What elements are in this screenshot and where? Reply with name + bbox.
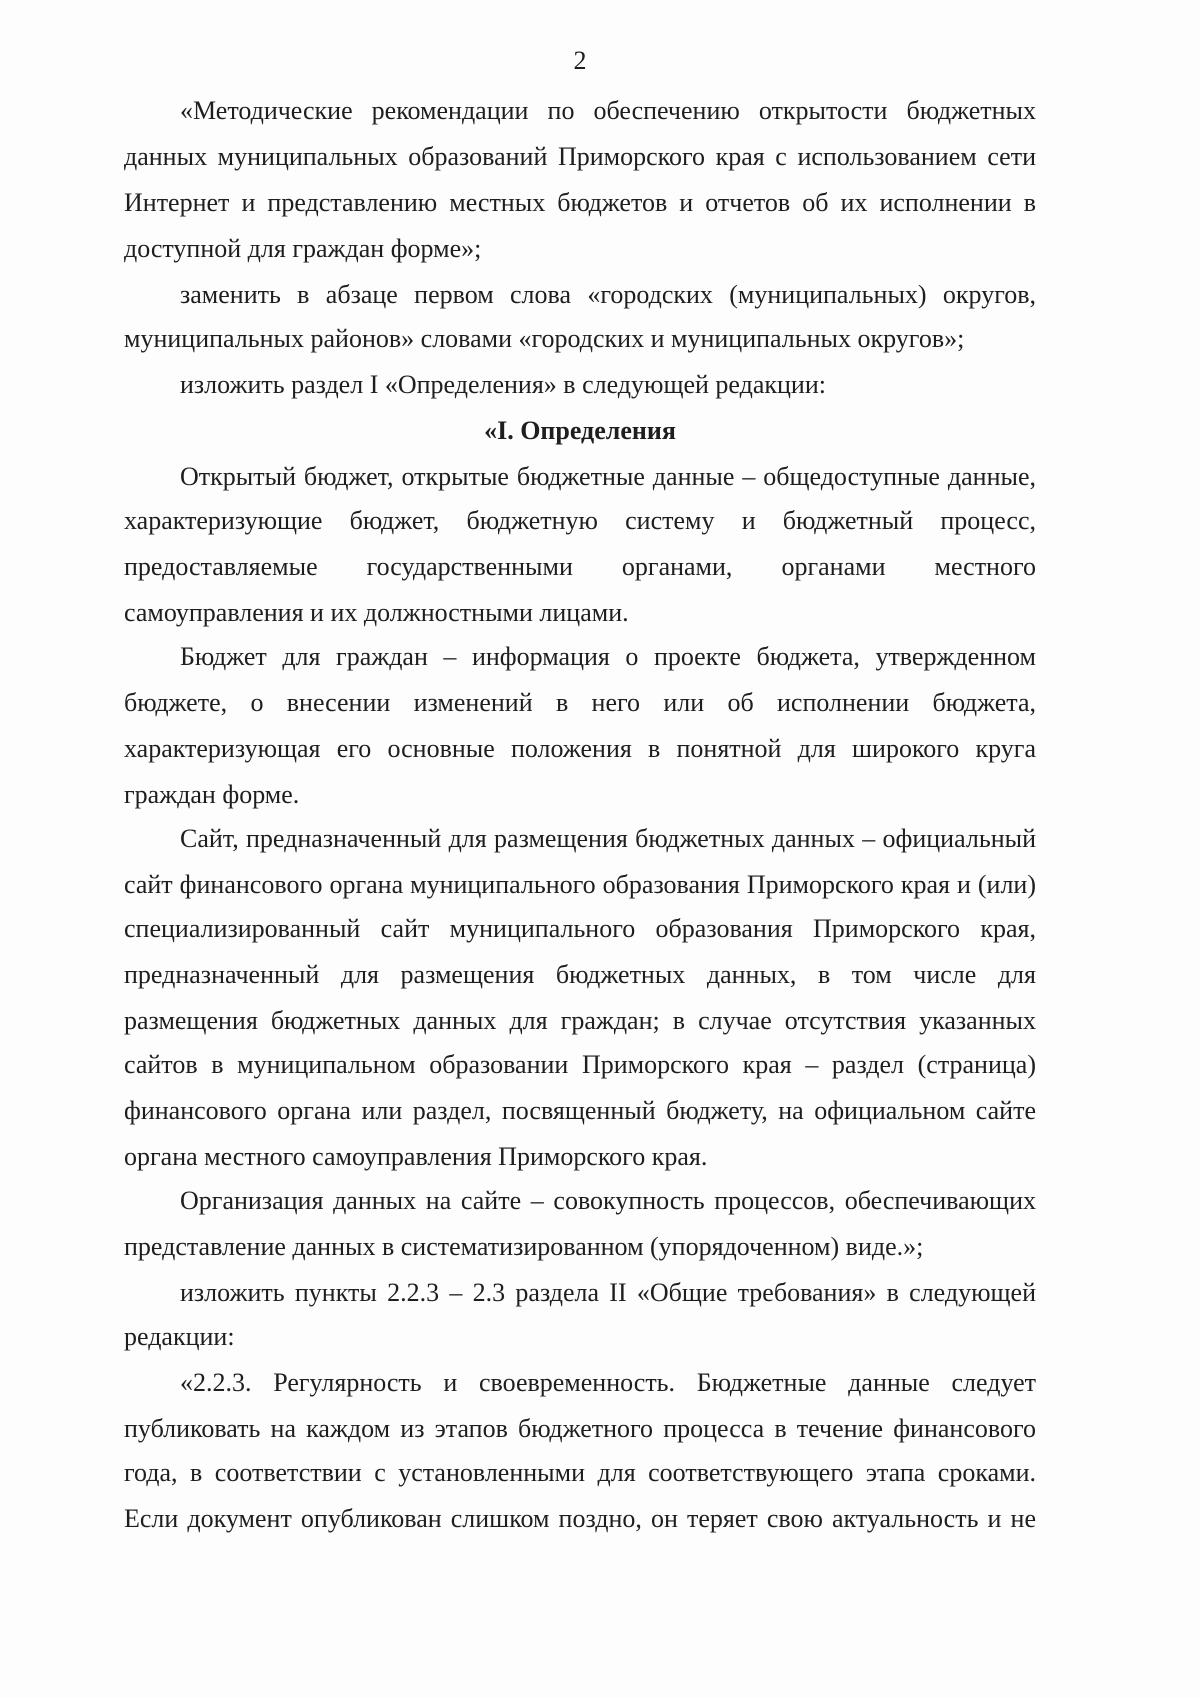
- text-line: предназначенный для размещения бюджетных данных, в том числе для: [124, 960, 1036, 989]
- text-line: бюджете, о внесении изменений в него или об исполнении бюджета,: [124, 688, 1036, 717]
- text-line: изложить раздел I «Определения» в следующей редакции:: [180, 370, 826, 399]
- text-line: самоуправления и их должностными лицами.: [124, 598, 629, 627]
- text-line: предоставляемые государственными органами, органами местного: [124, 552, 1036, 581]
- text-line: представление данных в систематизированном (упорядоченном) виде.»;: [124, 1232, 924, 1261]
- text-line: публиковать на каждом из этапов бюджетного процесса в течение финансового: [124, 1414, 1036, 1443]
- text-line: сайт финансового органа муниципального образования Приморского края и (или): [124, 870, 1036, 899]
- text-line: заменить в абзаце первом слова «городских (муниципальных) округов,: [180, 280, 1036, 309]
- text-line: доступной для граждан форме»;: [124, 234, 482, 263]
- text-line: Открытый бюджет, открытые бюджетные данные – общедоступные данные,: [180, 462, 1036, 491]
- text-line: данных муниципальных образований Приморского края с использованием сети: [124, 142, 1036, 171]
- text-line: Бюджет для граждан – информация о проекте бюджета, утвержденном: [180, 642, 1036, 671]
- text-line: граждан форме.: [124, 780, 300, 809]
- text-line: специализированный сайт муниципального образования Приморского края,: [124, 914, 1036, 943]
- text-line: редакции:: [124, 1322, 235, 1351]
- text-line: характеризующие бюджет, бюджетную систему и бюджетный процесс,: [124, 506, 1036, 535]
- text-line: Сайт, предназначенный для размещения бюджетных данных – официальный: [180, 824, 1036, 853]
- text-line: «2.2.3. Регулярность и своевременность. Бюджетные данные следует: [180, 1368, 1036, 1397]
- text-line: муниципальных районов» словами «городских и муниципальных округов»;: [124, 324, 965, 353]
- page-number: 2: [573, 46, 587, 75]
- text-line: Организация данных на сайте – совокупность процессов, обеспечивающих: [180, 1186, 1036, 1215]
- text-line: Если документ опубликован слишком поздно, он теряет свою актуальность и не: [124, 1504, 1036, 1533]
- section-heading: «I. Определения: [484, 416, 676, 445]
- text-line: «Методические рекомендации по обеспечению открытости бюджетных: [180, 96, 1036, 125]
- text-line: сайтов в муниципальном образовании Приморского края – раздел (страница): [124, 1050, 1036, 1079]
- text-line: Интернет и представлению местных бюджетов и отчетов об их исполнении в: [124, 188, 1036, 217]
- text-line: изложить пункты 2.2.3 – 2.3 раздела II «Общие требования» в следующей: [180, 1278, 1036, 1307]
- text-line: финансового органа или раздел, посвященный бюджету, на официальном сайте: [124, 1096, 1036, 1125]
- text-line: характеризующая его основные положения в понятной для широкого круга: [124, 734, 1036, 763]
- text-line: размещения бюджетных данных для граждан; в случае отсутствия указанных: [124, 1006, 1036, 1035]
- text-line: органа местного самоуправления Приморского края.: [124, 1142, 708, 1171]
- text-line: года, в соответствии с установленными для соответствующего этапа сроками.: [124, 1458, 1036, 1487]
